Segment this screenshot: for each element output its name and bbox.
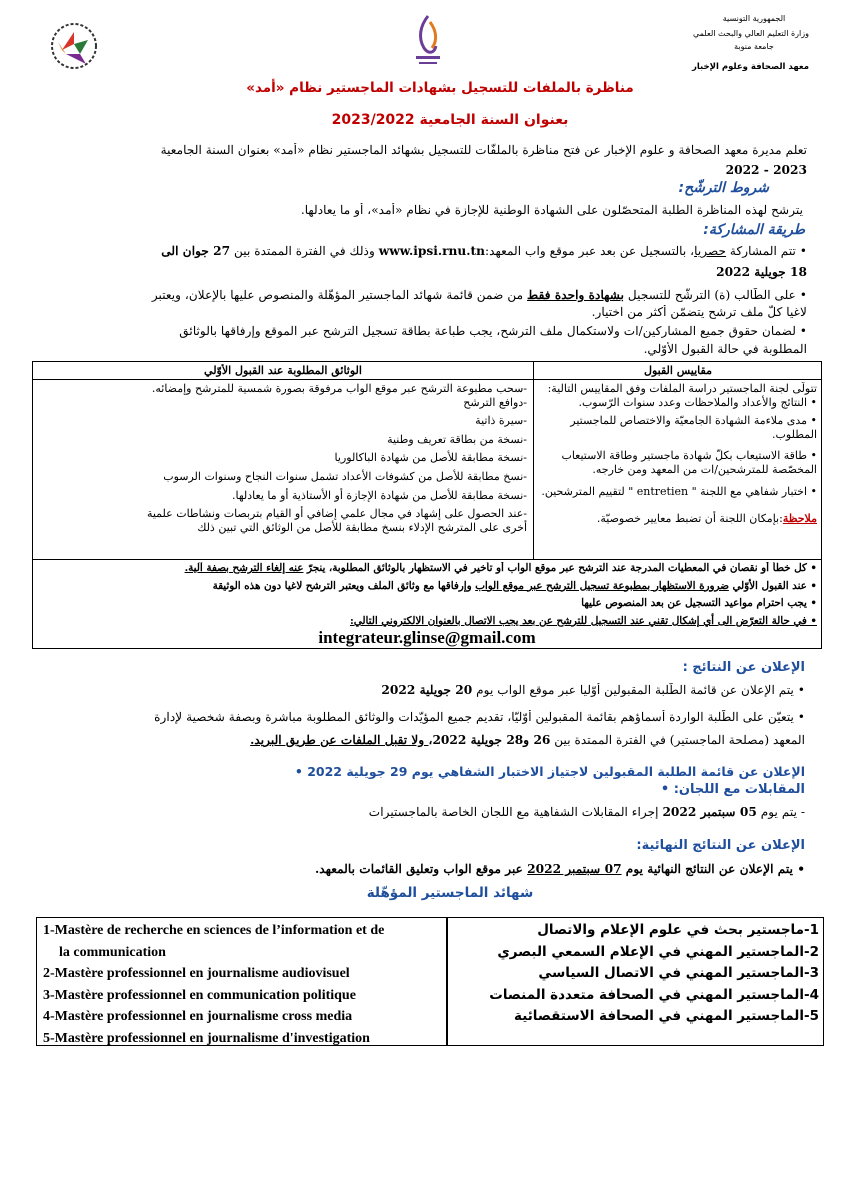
list-item: -نسخة من بطاقة تعريف وطنية [387, 432, 527, 446]
oral-text: - يتم يوم 05 سبتمبر 2022 إجراء المقابلات الشفاهية مع اللجان الخاصة بالماجستيرات [368, 805, 805, 819]
header-block [639, 14, 809, 72]
oral-heading: المقابلات مع اللجان: • [660, 782, 805, 797]
list-item: 1-ماجستير بحث في علوم الإعلام والاتصال [537, 922, 819, 938]
list-item: 2-Mastère professionnel en journalisme audiovisuel [43, 966, 350, 981]
list-item: المخصّصة للمترشحين/ات من المعهد ومن خارجه. [592, 462, 817, 476]
list-item: 5-الماجستير المهني في الصحافة الاستقصائية [514, 1008, 819, 1025]
list-item: -دوافع الترشح [463, 395, 527, 409]
conditions-heading: شروط الترشّح: [678, 180, 769, 196]
list-item: -نسخ مطابقة للأصل من كشوفات الأعداد تشمل سنوات النجاح وسنوات الرسوب [163, 469, 527, 483]
header-republic: الجمهورية التونسية [722, 14, 786, 23]
list-item: المطلوب. [772, 427, 817, 441]
list-item: • النتائج والأعداد والملاحظات وعدد سنوات الرّسوب. [578, 395, 817, 409]
page-subtitle: بعنوان السنة الجامعية 2023/2022 [331, 112, 569, 128]
participation-bullet-1-date: 18 جويلية 2022 [716, 265, 807, 279]
final-heading: الإعلان عن النتائج النهائية: [636, 838, 805, 853]
list-item: 1-Mastère de recherche en sciences de l’information et de [43, 923, 385, 938]
participation-bullet-3-cont: المطلوبة في حالة القبول الأوّلي. [643, 342, 807, 356]
masters-table [36, 917, 824, 1046]
docs-column-header: الوثائق المطلوبة عند القبول الأوّلي [204, 364, 362, 377]
university-logo-icon [410, 12, 446, 70]
header-ministry: وزارة التعليم العالي والبحث العلمي [693, 28, 809, 38]
list-item: -سحب مطبوعة الترشح عبر موقع الواب مرفوقة بصورة شمسية للمترشح وإمضائه. [151, 382, 527, 395]
table-warnings-line [33, 559, 821, 560]
docs-list [41, 382, 527, 534]
logo-center [410, 12, 446, 70]
list-item: • مدى ملاءمة الشهادة الجامعيّة والاختصاص للماجستير [570, 414, 817, 428]
list-item: -نسخة مطابقة للأصل من شهادة الباكالوريا [334, 451, 527, 465]
masters-heading: شهائد الماجستير المؤهّلة [366, 885, 534, 901]
page-title: مناظرة بالملفات للتسجيل بشهادات الماجستير نظام «أمد» [246, 80, 634, 96]
oral-announcement: الإعلان عن قائمة الطلبة المقبولين لاجتياز الاختبار الشفاهي يوم 29 جويلية 2022 • [294, 764, 805, 779]
participation-bullet-1: • تتم المشاركة حصريا، بالتسجيل عن بعد عبر موقع واب المعهد:www.ipsi.rnu.tn وذلك في الفترة الممتدة بين 27 جوان الى [161, 244, 807, 258]
participation-bullet-2-cont: لاغيا كلّ ملف ترشح يتضمّن أكثر من اختيار. [591, 305, 807, 319]
list-item: la communication [59, 944, 166, 960]
list-item: 3-Mastère professionnel en communication politique [43, 987, 356, 1003]
support-email-link[interactable]: integrateur.glinse@gmail.com [318, 628, 536, 647]
list-item: • اختبار شفاهي مع اللجنة " entretien " لتقييم المترشحين. [541, 484, 817, 498]
list-item: -عند الحصول على إشهاد في مجال علمي إضافي أو القيام بتربصات ونشاطات علمية [146, 507, 527, 521]
results-bullet-2-cont: المعهد (مصلحة الماجستير) في الفترة الممتدة بين 26 و28 جويلية 2022، ولا تقبل الملفات عن طريق البريد. [250, 733, 805, 747]
results-heading: الإعلان عن النتائج : [682, 660, 805, 675]
table-header-line [33, 379, 821, 380]
masters-divider [446, 918, 448, 1045]
list-item: -سيرة ذاتية [475, 414, 527, 428]
list-item: -نسخة مطابقة للأصل من شهادة الإجازة أو الأستاذية أو ما يعادلها. [232, 488, 527, 502]
warning-2: • عند القبول الأوّلي ضرورة الاستظهار بمطبوعة تسجيل الترشح عبر موقع الواب وإرفاقها مع وثائق الملف ويعتبر الترشح لاغيا دون هذه الوثيقة [212, 579, 817, 592]
warning-3: • يجب احترام مواعيد التسجيل عن بعد المنصوص عليها [581, 597, 817, 610]
criteria-note: ملاحظة:بإمكان اللجنة أن تضبط معايير خصوصيّة. [596, 512, 817, 526]
intro-line-2: 2023 - 2022 [725, 163, 807, 177]
list-item: أخرى على المترشح الإدلاء بنسخ مطابقة للأصل من الوثائق التي تبين ذلك [197, 520, 527, 534]
table-divider [533, 362, 534, 559]
list-item: 5-Mastère professionnel en journalisme d'investigation [43, 1030, 370, 1046]
participation-bullet-2: • على الطّالب (ة) الترشّح للتسجيل بشهادة واحدة فقط من ضمن قائمة شهائد الماجستير المؤهّلة والمنصوص عليها بالإعلان، ويعتبر [151, 288, 807, 302]
header-university: جامعة منوبة [734, 42, 774, 51]
list-item: 4-Mastère professionnel en journalisme cross media [43, 1009, 353, 1024]
warning-1: • كل خطأ أو نقصان في المعطيات المدرجة عند الترشح عبر موقع الواب أو تأخير في الاستظهار بالوثائق المطلوبة، ينجرّ عنه إلغاء الترشح بصفة آلية. [184, 562, 817, 574]
masters-arabic-list [449, 920, 819, 1028]
list-item: 4-الماجستير المهني في الصحافة متعددة المنصات [489, 986, 819, 1003]
list-item: 3-الماجستير المهني في الاتصال السياسي [538, 965, 819, 982]
list-item: • طاقة الاستيعاب بكلّ شهادة ماجستير وطاقة الاستيعاب [561, 449, 817, 463]
criteria-column-header: مقاييس القبول [643, 364, 712, 377]
intro-line-1: تعلم مديرة معهد الصحافة و علوم الإخبار عن فتح مناظرة بالملفّات للتسجيل بشهائد الماجستير نظام «أمد» بعنوان السنة الجامعية [160, 143, 807, 157]
header-institute: معهد الصحافة وعلوم الإخبار [691, 61, 809, 72]
final-text: • يتم الإعلان عن النتائج النهائية يوم 07 سبتمبر 2022 عبر موقع الواب وتعليق القائمات بالمعهد. [314, 862, 805, 876]
warning-4: • في حالة التعرّض الى أي إشكال تقني عند التسجيل للترشح عن بعد يجب الاتصال بالعنوان الالكتروني التالي: [349, 614, 817, 627]
masters-french-list [43, 920, 443, 1049]
participation-heading: طريقة المشاركة: [703, 222, 805, 238]
participation-bullet-3: • لضمان حقوق جميع المشاركين/ات ولاستكمال ملف الترشح، يجب طباعة بطاقة تسجيل الترشح عبر الموقع وإرفاقها بالوثائق [179, 324, 807, 338]
list-item: تتولّى لجنة الماجستير دراسة الملفات وفق المقاييس التالية: [547, 382, 817, 395]
conditions-text: يترشح لهذه المناظرة الطلبة المتحصّلون على الشهادة الوطنية للإجازة في نظام «أمد»، أو ما يعادلها. [300, 203, 803, 217]
warnings-block [39, 562, 817, 628]
results-bullet-2: • يتعيّن على الطّلبة الواردة أسماؤهم بقائمة المقبولين أوّليّا، تقديم جميع المؤيّدات والوثائق المطلوبة مباشرة وبصفة شخصية لإدارة [154, 710, 805, 724]
institute-website-link[interactable]: www.ipsi.rnu.tn [378, 244, 485, 258]
criteria-table [32, 361, 822, 649]
criteria-list [539, 382, 817, 526]
results-bullet-1: • يتم الإعلان عن قائمة الطّلبة المقبولين أوّليا عبر موقع الواب يوم 20 جويلية 2022 [381, 683, 805, 697]
logo-left [48, 20, 100, 72]
institute-emblem-icon [48, 20, 100, 72]
list-item: 2-الماجستير المهني في الإعلام السمعي البصري [497, 943, 819, 960]
